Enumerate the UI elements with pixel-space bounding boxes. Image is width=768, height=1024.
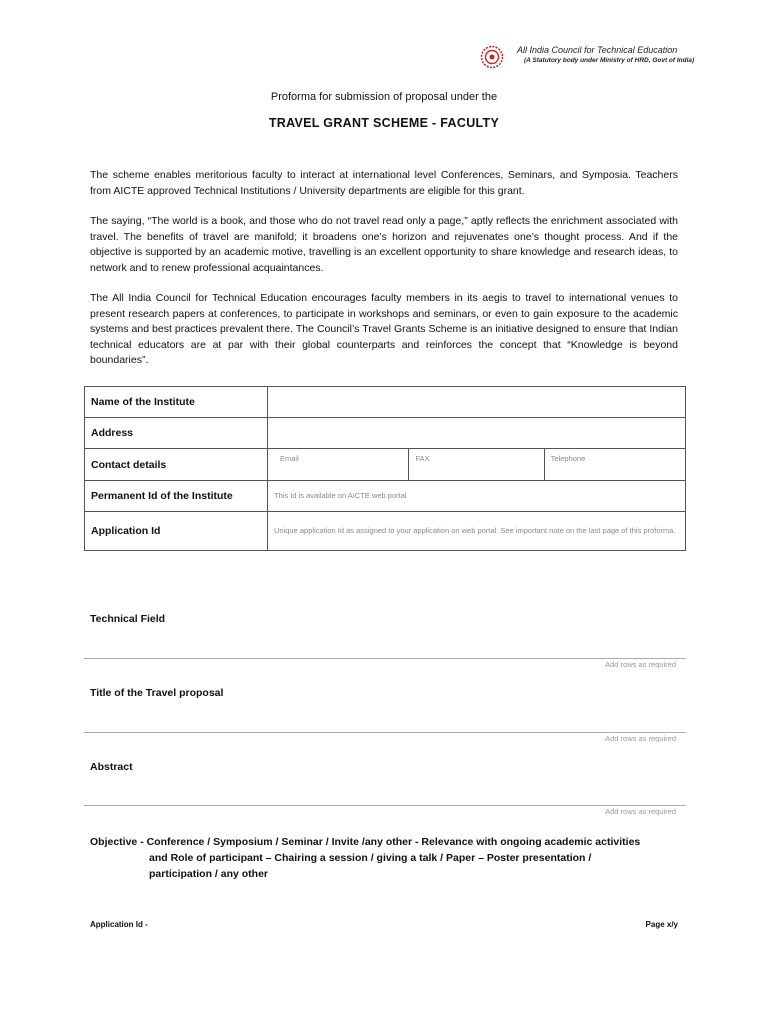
- page-title: TRAVEL GRANT SCHEME - FACULTY: [268, 116, 500, 130]
- address-label: Address: [85, 418, 268, 449]
- org-subtitle: (A Statutory body under Ministry of HRD, Govt of India): [524, 57, 695, 64]
- objective-line-2: and Role of participant – Chairing a session / giving a talk / Paper – Poster presentation /: [149, 852, 592, 864]
- email-field[interactable]: Email: [274, 449, 409, 480]
- table-row: [85, 449, 686, 481]
- table-row: [85, 418, 686, 449]
- footer-application-id: Application Id -: [90, 920, 148, 929]
- objective-line-1: Objective - Conference / Symposium / Seminar / Invite /any other - Relevance with ongoing academic activities: [90, 836, 641, 848]
- technical-field-input-line[interactable]: [84, 658, 686, 659]
- add-rows-hint: Add rows as required: [605, 807, 676, 816]
- objective-line-3: participation / any other: [149, 868, 269, 880]
- intro-paragraph-2: The saying, “The world is a book, and those who do not travel read only a page,” aptly reflects the enrichment associated with travel. The benefits of travel are manifold; it broadens one’s horizon and rejuvenates one’s thought process. And if the objective is supported by an academic motive, travelling is an excellent opportunity to share knowledge and research ideas, to network and to renew professional acquaintances.: [90, 215, 678, 274]
- institute-name-label: Name of the Institute: [85, 387, 268, 418]
- intro-paragraph-3: The All India Council for Technical Education encourages faculty members in its aegis to travel to international venues to present research papers at conferences, to participate in workshops and seminars, or even to gain exposure to the academic systems and best practices prevalent there. The Council’s Travel Grants Scheme is an initiative designed to ensure that Indian technical educators are at par with their global counterparts and reinforces the concept that “Knowledge is beyond boundaries”.: [90, 292, 678, 366]
- telephone-field[interactable]: Telephone: [550, 454, 586, 463]
- objective-section: [90, 834, 690, 882]
- address-field[interactable]: [268, 418, 686, 449]
- proforma-heading: Proforma for submission of proposal under the: [270, 91, 498, 103]
- fax-field[interactable]: FAX: [409, 449, 544, 480]
- contact-details-label: Contact details: [85, 449, 268, 481]
- application-id-label: Application Id: [85, 512, 268, 551]
- org-name: All India Council for Technical Education: [517, 45, 678, 55]
- permanent-id-field[interactable]: This Id is available on AICTE web portal: [268, 481, 686, 512]
- application-id-field[interactable]: Unique application Id as assigned to your application on web portal. See important note on the last page of this proforma.: [268, 512, 686, 551]
- add-rows-hint: Add rows as required: [605, 734, 676, 743]
- technical-field-label: Technical Field: [90, 613, 166, 625]
- permanent-id-label: Permanent Id of the Institute: [85, 481, 268, 512]
- aicte-logo-icon: [480, 45, 504, 69]
- table-row: [85, 512, 686, 551]
- travel-title-label: Title of the Travel proposal: [90, 687, 224, 699]
- footer-page-number: Page x/y: [645, 920, 678, 929]
- table-row: [85, 387, 686, 418]
- abstract-label: Abstract: [90, 761, 133, 773]
- institute-name-field[interactable]: [268, 387, 686, 418]
- intro-paragraph-1: The scheme enables meritorious faculty to interact at international level Conferences, Seminars, and Symposia. Teachers from AICTE approved Technical Institutions / University departments are eligible for this grant.: [90, 169, 678, 197]
- add-rows-hint: Add rows as required: [605, 660, 676, 669]
- travel-title-input-line[interactable]: [84, 732, 686, 733]
- institute-details-table: [84, 386, 686, 551]
- table-row: [85, 481, 686, 512]
- abstract-input-line[interactable]: [84, 805, 686, 806]
